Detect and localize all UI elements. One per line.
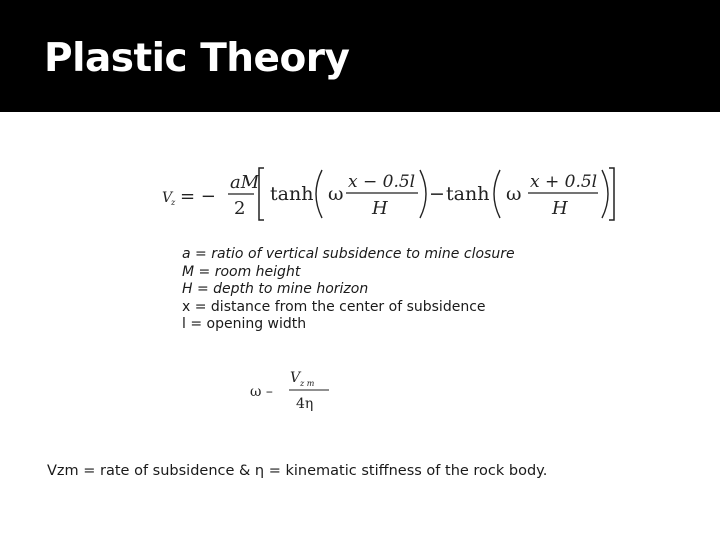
eq-paren-open-2 <box>494 170 500 218</box>
title-bar <box>0 0 720 112</box>
eq-arg2-numerator: x + 0.5l <box>530 172 598 192</box>
eq-right-bracket <box>609 168 614 220</box>
eq-paren-open-1 <box>316 170 322 218</box>
eq-fraction-numerator: aM <box>230 172 260 193</box>
definition-a: a = ratio of vertical subsidence to mine closure <box>182 246 515 262</box>
eq-lhs-subscript: z <box>171 198 176 207</box>
variable-definitions <box>182 246 515 334</box>
eq-minus: − <box>429 183 445 205</box>
omega-numerator: V <box>290 370 301 386</box>
eq-left-bracket <box>259 168 264 220</box>
definition-l: l = opening width <box>182 316 307 333</box>
definition-x: x = distance from the center of subsidence <box>182 298 486 315</box>
eq-arg1-numerator: x − 0.5l <box>348 172 416 192</box>
eq-arg2-denominator: H <box>552 198 568 219</box>
eq-paren-close-1 <box>420 170 426 218</box>
eq-paren-close-2 <box>602 170 608 218</box>
eq-omega-1: ω <box>328 183 344 205</box>
omega-denominator: 4η <box>296 396 314 412</box>
omega-numerator-subscript: z m <box>300 379 315 388</box>
definition-m: M = room height <box>182 263 301 280</box>
subsidence-equation <box>150 160 630 230</box>
definition-h: H = depth to mine horizon <box>182 281 369 298</box>
eq-omega-2: ω <box>506 183 522 205</box>
omega-equation <box>245 366 345 416</box>
eq-tanh-2: tanh <box>446 183 490 205</box>
eq-tanh-1: tanh <box>270 183 314 205</box>
eq-fraction-denominator: 2 <box>234 198 246 219</box>
caption-text: Vzm = rate of subsidence & η = kinematic stiffness of the rock body. <box>47 463 548 479</box>
eq-arg1-denominator: H <box>372 198 388 219</box>
slide-title: Plastic Theory <box>44 36 350 81</box>
omega-lhs: ω – <box>250 384 273 400</box>
eq-equals-sign: = − <box>180 186 216 207</box>
eq-lhs-symbol: V <box>162 190 173 206</box>
